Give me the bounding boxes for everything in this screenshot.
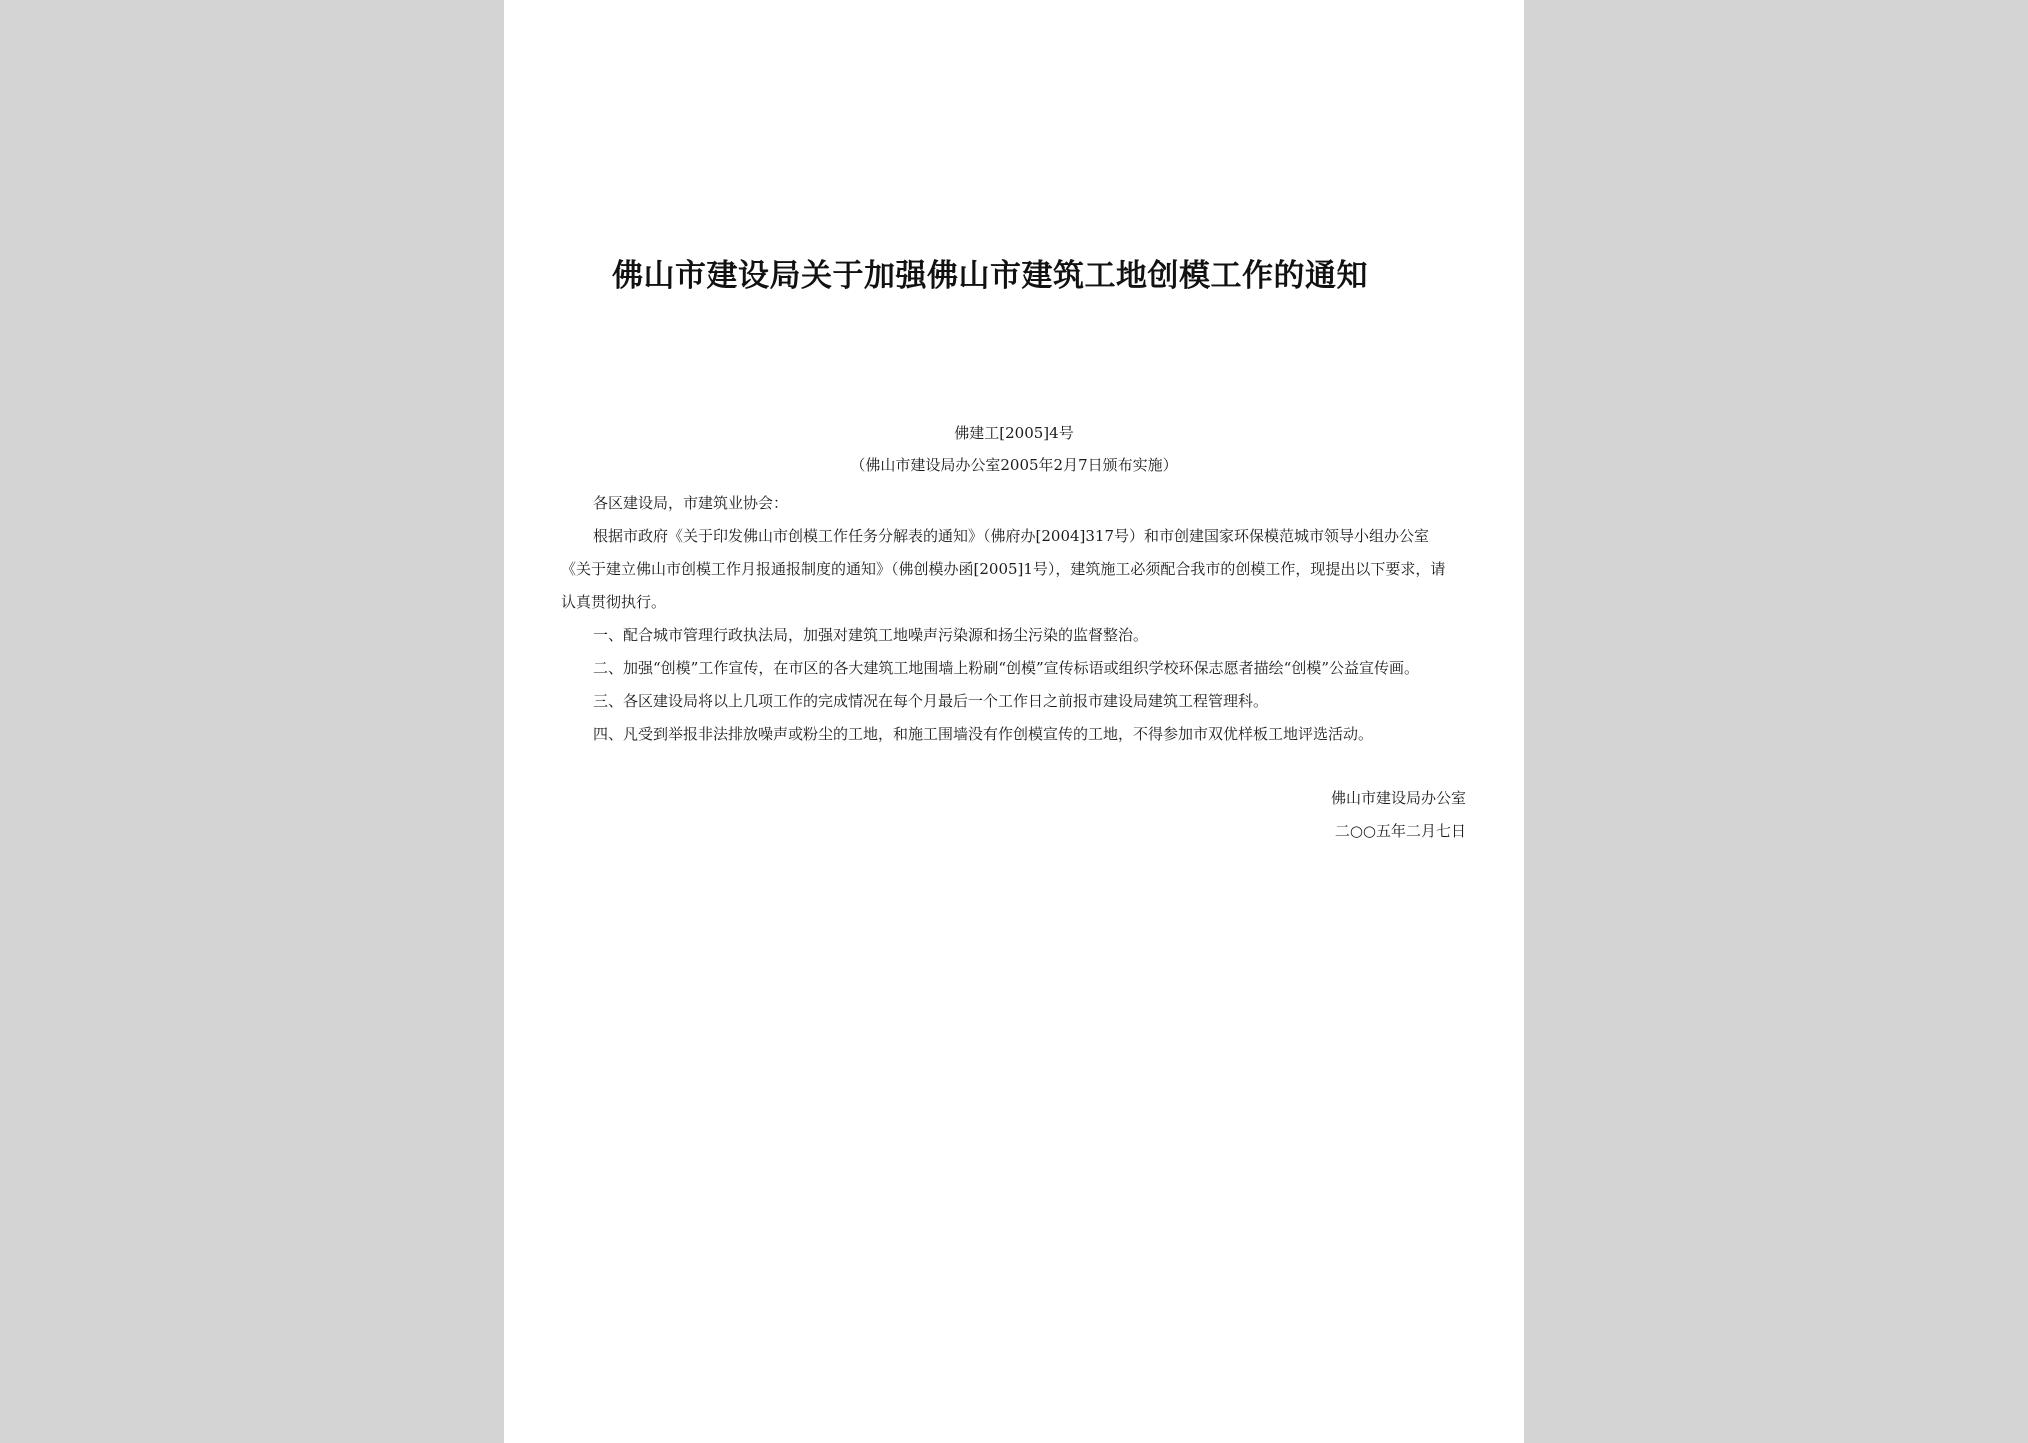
document-number: 佛建工[2005]4号 (954, 424, 1074, 442)
signature-org: 佛山市建设局办公室 (1330, 789, 1466, 807)
item-paragraph-2: 二、加强“创模”工作宣传，在市区的各大建筑工地围墙上粉刷“创模”宣传标语或组织学校环保志愿者描绘“创模”公益宣传画。 (593, 659, 1420, 677)
item-paragraph-1: 一、配合城市管理行政执法局，加强对建筑工地噪声污染源和扬尘污染的监督整治。 (593, 626, 1149, 644)
item-paragraph-4: 四、凡受到举报非法排放噪声或粉尘的工地，和施工围墙没有作创模宣传的工地，不得参加市双优样板工地评选活动。 (593, 725, 1374, 743)
item-paragraph-3: 三、各区建设局将以上几项工作的完成情况在每个月最后一个工作日之前报市建设局建筑工程管理科。 (593, 692, 1269, 710)
promulgation-note: （佛山市建设局办公室2005年2月7日颁布实施） (850, 456, 1178, 474)
intro-paragraph: 根据市政府《关于印发佛山市创模工作任务分解表的通知》（佛府办[2004]317号）和市创建国家环保模范城市领导小组办公室《关于建立佛山市创模工作月报通报制度的通知》（佛创模办函[2005]1号），建筑施工必须配合我市的创模工作，现提出以下要求，请认真贯彻执行。 (561, 527, 1446, 611)
signature-date: 二○○五年二月七日 (1334, 822, 1466, 840)
document-body (561, 487, 1456, 751)
document-title: 佛山市建设局关于加强佛山市建筑工地创模工作的通知 (612, 258, 1368, 294)
addressee: 各区建设局，市建筑业协会： (593, 494, 789, 512)
signature-block (1331, 782, 1466, 848)
document-page (504, 0, 1524, 1443)
